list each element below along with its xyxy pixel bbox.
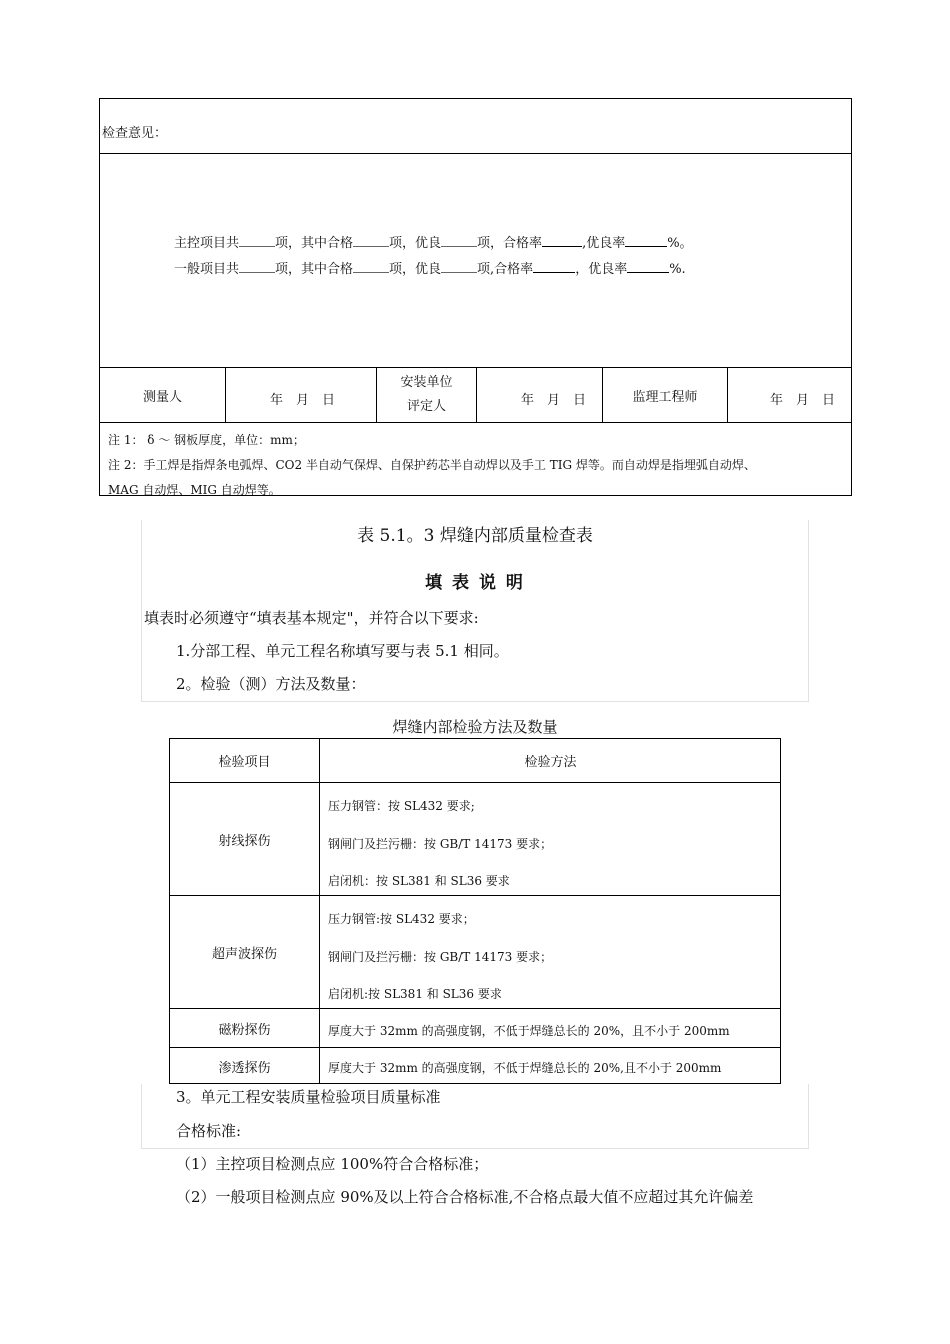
column-divider <box>319 739 320 1083</box>
method-line: 厚度大于 32mm 的高强度钢，不低于焊缝总长的 20%，且不小于 200mm <box>328 1024 730 1038</box>
pass-rate-blank[interactable] <box>533 260 575 273</box>
excellent-blank[interactable] <box>441 260 477 273</box>
table-title: 表 5.1。3 焊缝内部质量检查表 <box>357 526 593 546</box>
method-line: 压力钢管：按 SL432 要求; <box>328 799 475 813</box>
instructions-item-1: 1.分部工程、单元工程名称填写要与表 5.1 相同。 <box>176 642 509 660</box>
method-line: 压力钢管:按 SL432 要求； <box>328 912 475 926</box>
main-items-line: 主控项目共 项，其中合格 项，优良 项，合格率 ,优良率 %。 <box>174 236 693 251</box>
method-table <box>169 738 781 1084</box>
inspection-form-table <box>99 98 852 496</box>
standards-item-3: 3。单元工程安装质量检验项目质量标准 <box>176 1088 441 1106</box>
row-item-ultrasonic: 超声波探伤 <box>211 946 277 962</box>
method-table-caption: 焊缝内部检验方法及数量 <box>392 718 558 736</box>
surveyor-date[interactable]: 年 月 日 <box>270 393 336 408</box>
assessor-date[interactable]: 年 月 日 <box>521 393 587 408</box>
excellent-rate-blank[interactable] <box>627 260 669 273</box>
excellent-rate-blank[interactable] <box>625 234 667 247</box>
row-item-penetrant: 渗透探伤 <box>218 1060 271 1076</box>
method-line: 启闭机：按 SL381 和 SL36 要求 <box>328 874 510 888</box>
method-line: 钢闸门及拦污栅：按 GB/T 14173 要求； <box>328 837 553 851</box>
count-blank[interactable] <box>239 234 275 247</box>
instructions-intro: 填表时必须遵守“填表基本规定"，并符合以下要求: <box>144 609 479 627</box>
instructions-item-2: 2。检验（测）方法及数量： <box>176 675 366 693</box>
qualified-label: 合格标准: <box>176 1122 242 1140</box>
method-line: 启闭机:按 SL381 和 SL36 要求 <box>328 987 502 1001</box>
note-2-line-1: 注 2：手工焊是指焊条电弧焊、CO2 半自动气保焊、自保护药芯半自动焊以及手工 TIG 焊等。而自动焊是指埋弧自动焊、 <box>108 458 756 472</box>
method-line: 钢闸门及拦污栅：按 GB/T 14173 要求； <box>328 950 553 964</box>
note-2-line-2: MAG 自动焊、MIG 自动焊等。 <box>108 483 281 497</box>
general-items-line: 一般项目共 项，其中合格 项，优良 项,合格率 ，优良率 %. <box>174 262 686 277</box>
surveyor-label: 测量人 <box>142 389 182 405</box>
supervisor-date[interactable]: 年 月 日 <box>770 393 836 408</box>
count-blank[interactable] <box>239 260 275 273</box>
install-unit-assessor-label: 安装单位 评定人 <box>400 375 453 414</box>
instructions-heading: 填 表 说 明 <box>425 573 525 593</box>
divider <box>100 153 851 154</box>
rule-1: （1）主控项目检测点应 100%符合合格标准； <box>176 1155 489 1173</box>
row-item-magnetic: 磁粉探伤 <box>218 1022 271 1038</box>
divider <box>727 367 728 422</box>
divider <box>100 422 851 423</box>
row-item-radiographic: 射线探伤 <box>218 833 271 849</box>
qualified-blank[interactable] <box>353 234 389 247</box>
header-item: 检验项目 <box>218 755 271 770</box>
note-1: 注 1： δ ～ 钢板厚度，单位：mm； <box>108 433 305 447</box>
header-method: 检验方法 <box>524 755 577 770</box>
method-line: 厚度大于 32mm 的高强度钢，不低于焊缝总长的 20%,且不小于 200mm <box>328 1061 722 1075</box>
divider <box>225 367 226 422</box>
rule-2: （2）一般项目检测点应 90%及以上符合合格标准,不合格点最大值不应超过其允许偏差 <box>176 1188 754 1206</box>
excellent-blank[interactable] <box>441 234 477 247</box>
qualified-blank[interactable] <box>353 260 389 273</box>
divider <box>476 367 477 422</box>
pass-rate-blank[interactable] <box>542 234 582 247</box>
opinion-label: 检查意见： <box>102 126 168 141</box>
supervisor-label: 监理工程师 <box>632 389 698 405</box>
